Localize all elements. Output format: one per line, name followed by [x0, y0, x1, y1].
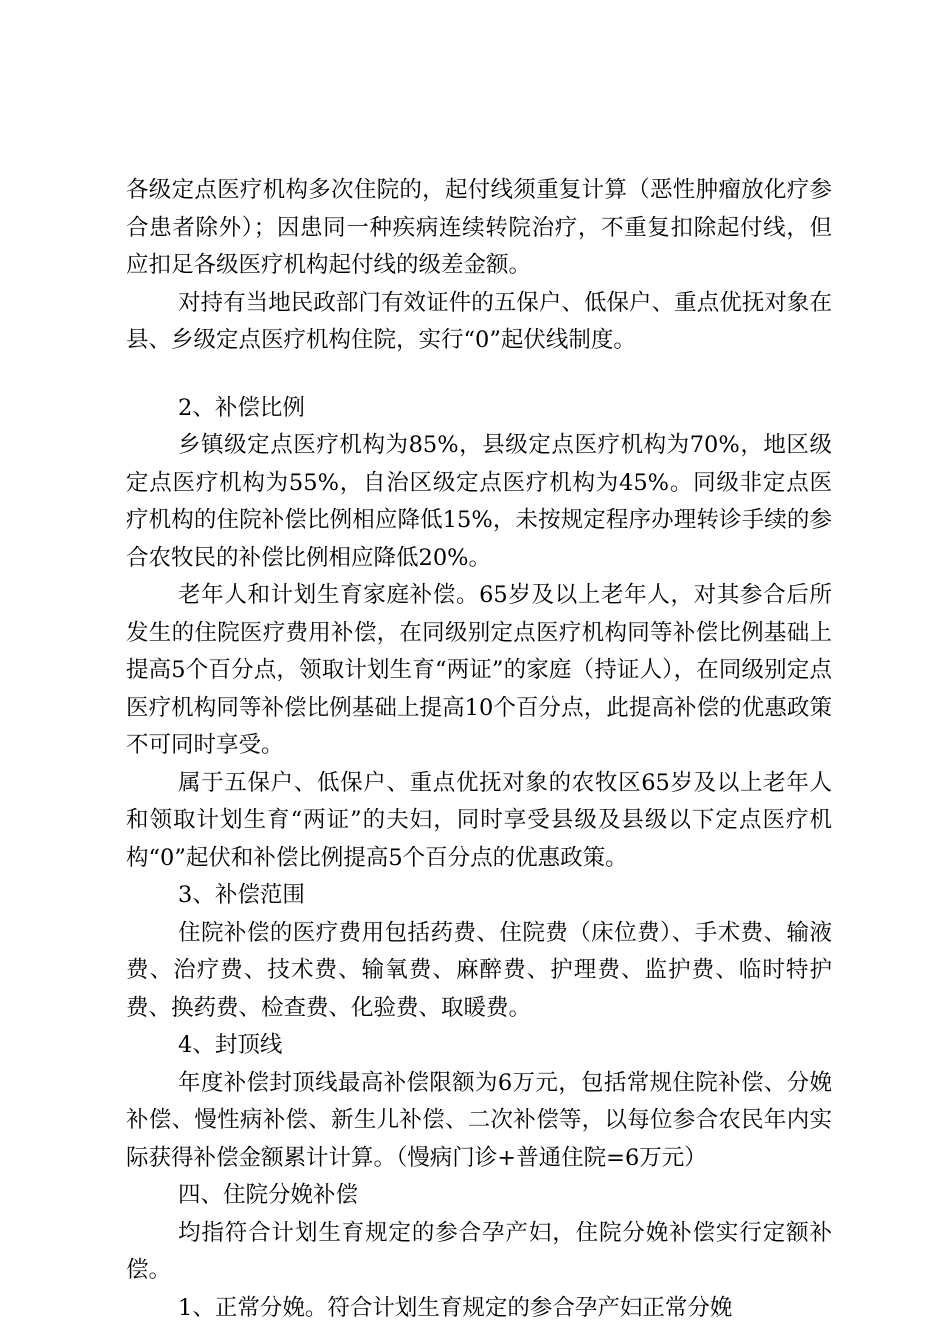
heading-cap-line: 4、封顶线 [178, 1032, 283, 1058]
heading-compensation-scope: 3、补偿范围 [178, 882, 305, 908]
heading-compensation-ratio: 2、补偿比例 [178, 394, 305, 421]
paragraph-ratio-levels: 乡镇级定点医疗机构为85%，县级定点医疗机构为70%，地区级定点医疗机构为55%，自治区级定点医疗机构为45%。同级非定点医疗机构的住院补偿比例相应降低15%，未按规定程序办理转诊手续的参合农牧民的补偿比例相应降低20%。 [126, 432, 832, 571]
paragraph-cap-amount: 年度补偿封顶线最高补偿限额为6万元，包括常规住院补偿、分娩补偿、慢性病补偿、新生儿补偿、二次补偿等，以每位参合农民年内实际获得补偿金额累计计算。（慢病门诊+普通住院=6万元） [126, 1069, 832, 1171]
paragraph-normal-delivery: 1、正常分娩。符合计划生育规定的参合孕产妇正常分娩 [178, 1294, 733, 1321]
document-body [126, 172, 832, 1327]
paragraph-childbirth-fixed: 均指符合计划生育规定的参合孕产妇，住院分娩补偿实行定额补偿。 [126, 1219, 832, 1283]
paragraph-elderly-family: 老年人和计划生育家庭补偿。65岁及以上老年人，对其参合后所发生的住院医疗费用补偿，在同级别定点医疗机构同等补偿比例基础上提高5个百分点，领取计划生育“两证”的家庭（持证人），在同级别定点医疗机构同等补偿比例基础上提高10个百分点，此提高补偿的优惠政策不可同时享受。 [126, 582, 832, 758]
paragraph-continuation: 各级定点医疗机构多次住院的，起付线须重复计算（恶性肿瘤放化疗参合患者除外）；因患同一种疾病连续转院治疗，不重复扣除起付线，但应扣足各级医疗机构起付线的级差金额。 [126, 177, 832, 278]
paragraph-scope-items: 住院补偿的医疗费用包括药费、住院费（床位费）、手术费、输液费、治疗费、技术费、输氧费、麻醉费、护理费、监护费、临时特护费、换药费、检查费、化验费、取暖费。 [126, 919, 832, 1021]
heading-childbirth-compensation: 四、住院分娩补偿 [178, 1182, 359, 1208]
paragraph-special-groups: 属于五保户、低保户、重点优抚对象的农牧区65岁及以上老年人和领取计划生育“两证”的夫妇，同时享受县级及县级以下定点医疗机构“0”起伏和补偿比例提高5个百分点的优惠政策。 [126, 769, 832, 871]
paragraph-zero-threshold: 对持有当地民政部门有效证件的五保户、低保户、重点优抚对象在县、乡级定点医疗机构住院，实行“0”起伏线制度。 [126, 289, 832, 353]
paragraph-gap [126, 360, 832, 390]
